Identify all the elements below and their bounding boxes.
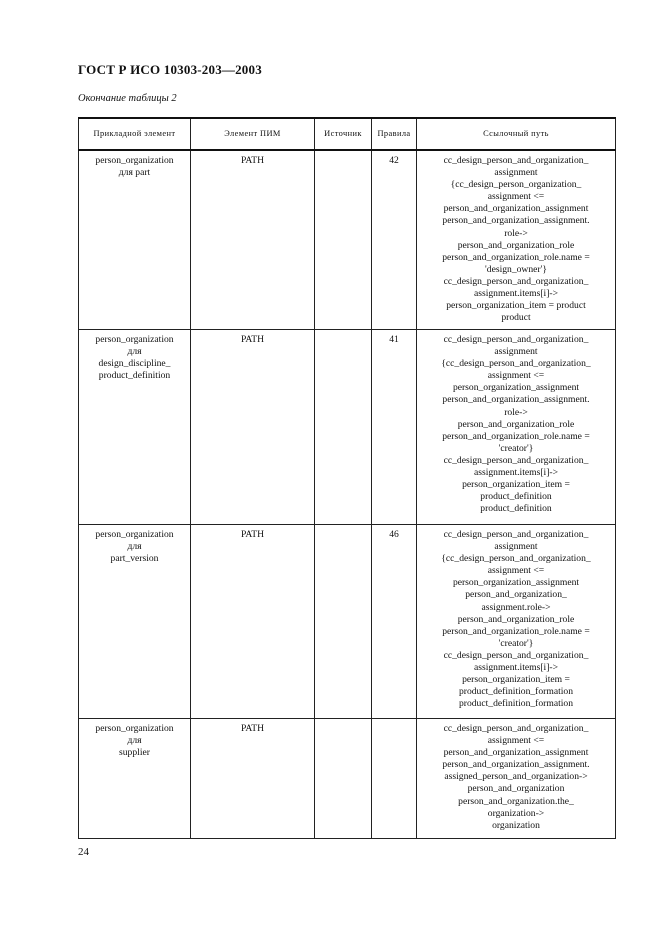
reference-path-cell: cc_design_person_and_organization_ assignment {cc_design_person_and_organization_ assignment <= person_organization_assignment person_and_organization_ assignment.role-> person_and_organization_role person_and_organization_role.name = 'creator'} cc_design_person_and_organization_ assignment.items[i]-> person_organization_item = product_definition_formation product_definition_formation	[417, 525, 616, 719]
application-element-cell: person_organization для supplier	[79, 719, 191, 839]
application-element-cell: person_organization для part	[79, 150, 191, 330]
application-element-cell: person_organization для part_version	[79, 525, 191, 719]
pim-element-cell: PATH	[191, 330, 315, 525]
rule-cell: 41	[372, 330, 417, 525]
reference-path-cell: cc_design_person_and_organization_ assignment <= person_and_organization_assignment person_and_organization_assignment. assigned_person_and_organization-> person_and_organization person_and_organization.the_ organization-> organization	[417, 719, 616, 839]
page-number: 24	[78, 846, 89, 858]
table-row	[79, 330, 616, 525]
table-caption: Окончание таблицы 2	[78, 93, 177, 104]
rule-cell: 46	[372, 525, 417, 719]
column-header-rules: Правила	[372, 118, 417, 150]
pim-element-cell: PATH	[191, 150, 315, 330]
reference-path-cell: cc_design_person_and_organization_ assignment {cc_design_person_and_organization_ assignment <= person_organization_assignment person_and_organization_assignment. role-> person_and_organization_role person_and_organization_role.name = 'creator'} cc_design_person_and_organization_ assignment.items[i]-> person_organization_item = product_definition product_definition	[417, 330, 616, 525]
rule-cell: 42	[372, 150, 417, 330]
table-header	[79, 118, 616, 150]
source-cell	[315, 330, 372, 525]
application-element-cell: person_organization для design_discipline_ product_definition	[79, 330, 191, 525]
rule-cell	[372, 719, 417, 839]
table-row	[79, 150, 616, 330]
document-title: ГОСТ Р ИСО 10303-203—2003	[78, 62, 262, 77]
source-cell	[315, 719, 372, 839]
column-header-pim-element: Элемент ПИМ	[191, 118, 315, 150]
source-cell	[315, 150, 372, 330]
reference-table	[78, 117, 616, 839]
column-header-source: Источник	[315, 118, 372, 150]
table-row	[79, 719, 616, 839]
source-cell	[315, 525, 372, 719]
column-header-application-element: Прикладной элемент	[79, 118, 191, 150]
reference-path-cell: cc_design_person_and_organization_ assignment {cc_design_person_organization_ assignment <= person_and_organization_assignment person_and_organization_assignment. role-> person_and_organization_role person_and_organization_role.name = 'design_owner'} cc_design_person_and_organization_ assignment.items[i]-> person_organization_item = product product	[417, 150, 616, 330]
pim-element-cell: PATH	[191, 719, 315, 839]
table-row	[79, 525, 616, 719]
pim-element-cell: PATH	[191, 525, 315, 719]
column-header-reference-path: Ссылочный путь	[417, 118, 616, 150]
